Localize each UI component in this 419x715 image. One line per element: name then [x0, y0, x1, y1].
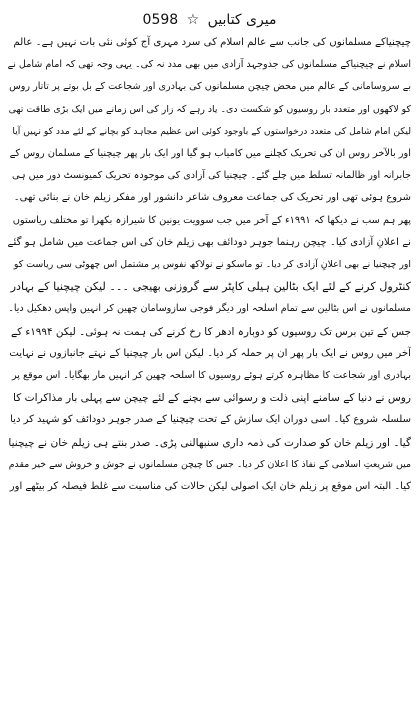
text-line: سلسلہ شروع کیا۔ اسی دوران ایک سازش کے تحت چیچنیا کے صدر جوہر دودائف کو شہید کر دیا — [10, 414, 411, 426]
text-line: آخر میں روس نے ایک بار پھر ان پر حملہ کر دیا۔ لیکن اس بار چیچنیا کے نہتے جانبازوں نے نہایت — [9, 347, 411, 359]
text-line: شروع ہوئی تھی اور تحریک کی جماعت معروف شاعر دانشور اور مفکر زیلم خان نے بنائی تھی۔ — [13, 192, 411, 204]
text-line: میں شریعتِ اسلامی کے نفاذ کا اعلان کر دیا۔ جس کا چیچن مسلمانوں نے جوش و خروش سے خیر مقدم — [8, 458, 411, 470]
page-header — [8, 10, 411, 32]
text-line: چیچنیاکے مسلمانوں کی جانب سے عالم اسلام کی سرد مہری آج کوئی نئی بات نہیں ہے۔ عالم — [13, 37, 411, 48]
text-line: کو لاکھوں اور متعدد بار روسیوں کو شکست دی۔ یاد رہے کہ زار کی اس زمانے میں ایک بڑی طاقت تھی — [8, 103, 411, 115]
text-line: گیا۔ اور زیلم خان کو صدارت کی ذمہ داری سنبھالنی پڑی۔ صدر بنتے ہی زیلم خان نے چیچنیا — [8, 436, 411, 449]
text-line: بہادری اور شجاعت کا مظاہرہ کرتے ہوئے روسیوں کا اسلحہ چھین کر انہیں مار بھگایا۔ اس موقع پر — [12, 370, 411, 382]
text-line: پھر ہم سب نے دیکھا کہ ۱۹۹۱ء کے آخر میں جب سوویت یونین کا شیرازہ بکھرا تو مختلف ریاستوں — [12, 214, 411, 226]
star-icon: ☆ — [186, 12, 200, 28]
header-number: 0598 — [142, 12, 179, 28]
text-line: لیکن امام شامل کی متعدد درخواستوں کے باوجود کوئی اس عظیم مجاہد کو بچانے کے لئے مدد کو نہیں آیا — [12, 125, 411, 137]
text-line: کنٹرول کرنے کے لئے ایک بٹالین ہیلی کاپٹر سے گروزنی بھیجی ۔۔۔ لیکن چیچنیا کے بہادر — [10, 280, 411, 294]
article-body — [8, 32, 411, 498]
text-line: نے اعلانِ آزادی کیا۔ چیچن رہنما جوہر دودائف بھی زیلم خان کی اس جماعت میں شامل ہو گئے — [8, 236, 411, 248]
text-line: جابرانہ اور ظالمانہ تسلط میں چلے گئے۔ چیچنیا کی آزادی کی موجودہ تحریک کمیونسٹ دور میں ہی — [11, 170, 411, 182]
text-line: روس نے دنیا کے سامنے اپنی ذلت و رسوائی سے بچنے کے لئے چیچن سے پہلی بار مذاکرات کا — [13, 392, 411, 405]
header-title: میری کتابیں — [207, 12, 277, 28]
text-line: کیا۔ البتہ اس موقع پر زیلم خان ایک اصولی لیکن حالات کی مناسبت سے غلط فیصلہ کر بیٹھے اور — [9, 481, 411, 493]
text-line: اور چیچنیا نے بھی اعلانِ آزادی کر دیا۔ تو ماسکو نے نولاکھ نفوس پر مشتمل اس چھوٹی سی ریاست کو — [13, 259, 411, 271]
text-line: اسلام نے چیچنیاکے مسلمانوں کی جدوجہد آزادی میں بھی مدد نہ کی۔ یہی وجہ تھی کہ امام شامل نے — [8, 59, 411, 71]
text-line: بے سروسامانی کے عالم میں محض چیچن مسلمانوں کی بہادری اور شجاعت کے بل بوتے پر تاتار روس — [9, 81, 411, 93]
text-line: اور بالآخر روس ان کی تحریک کچلنے میں کامیاب ہو گیا اور ایک بار پھر چیچنیا کے مسلمان روس کے — [9, 148, 411, 160]
text-line: مسلمانوں نے اس بٹالین سے تمام اسلحہ اور دیگر فوجی سازوسامان چھین کر انہیں واپس دھکیل دیا۔ — [8, 303, 411, 315]
text-line: جس کے تین برس تک روسیوں کو دوبارہ ادھر کا رخ کرنے کی ہمت نہ ہوئی۔ لیکن ۱۹۹۴ء کے — [10, 325, 411, 338]
